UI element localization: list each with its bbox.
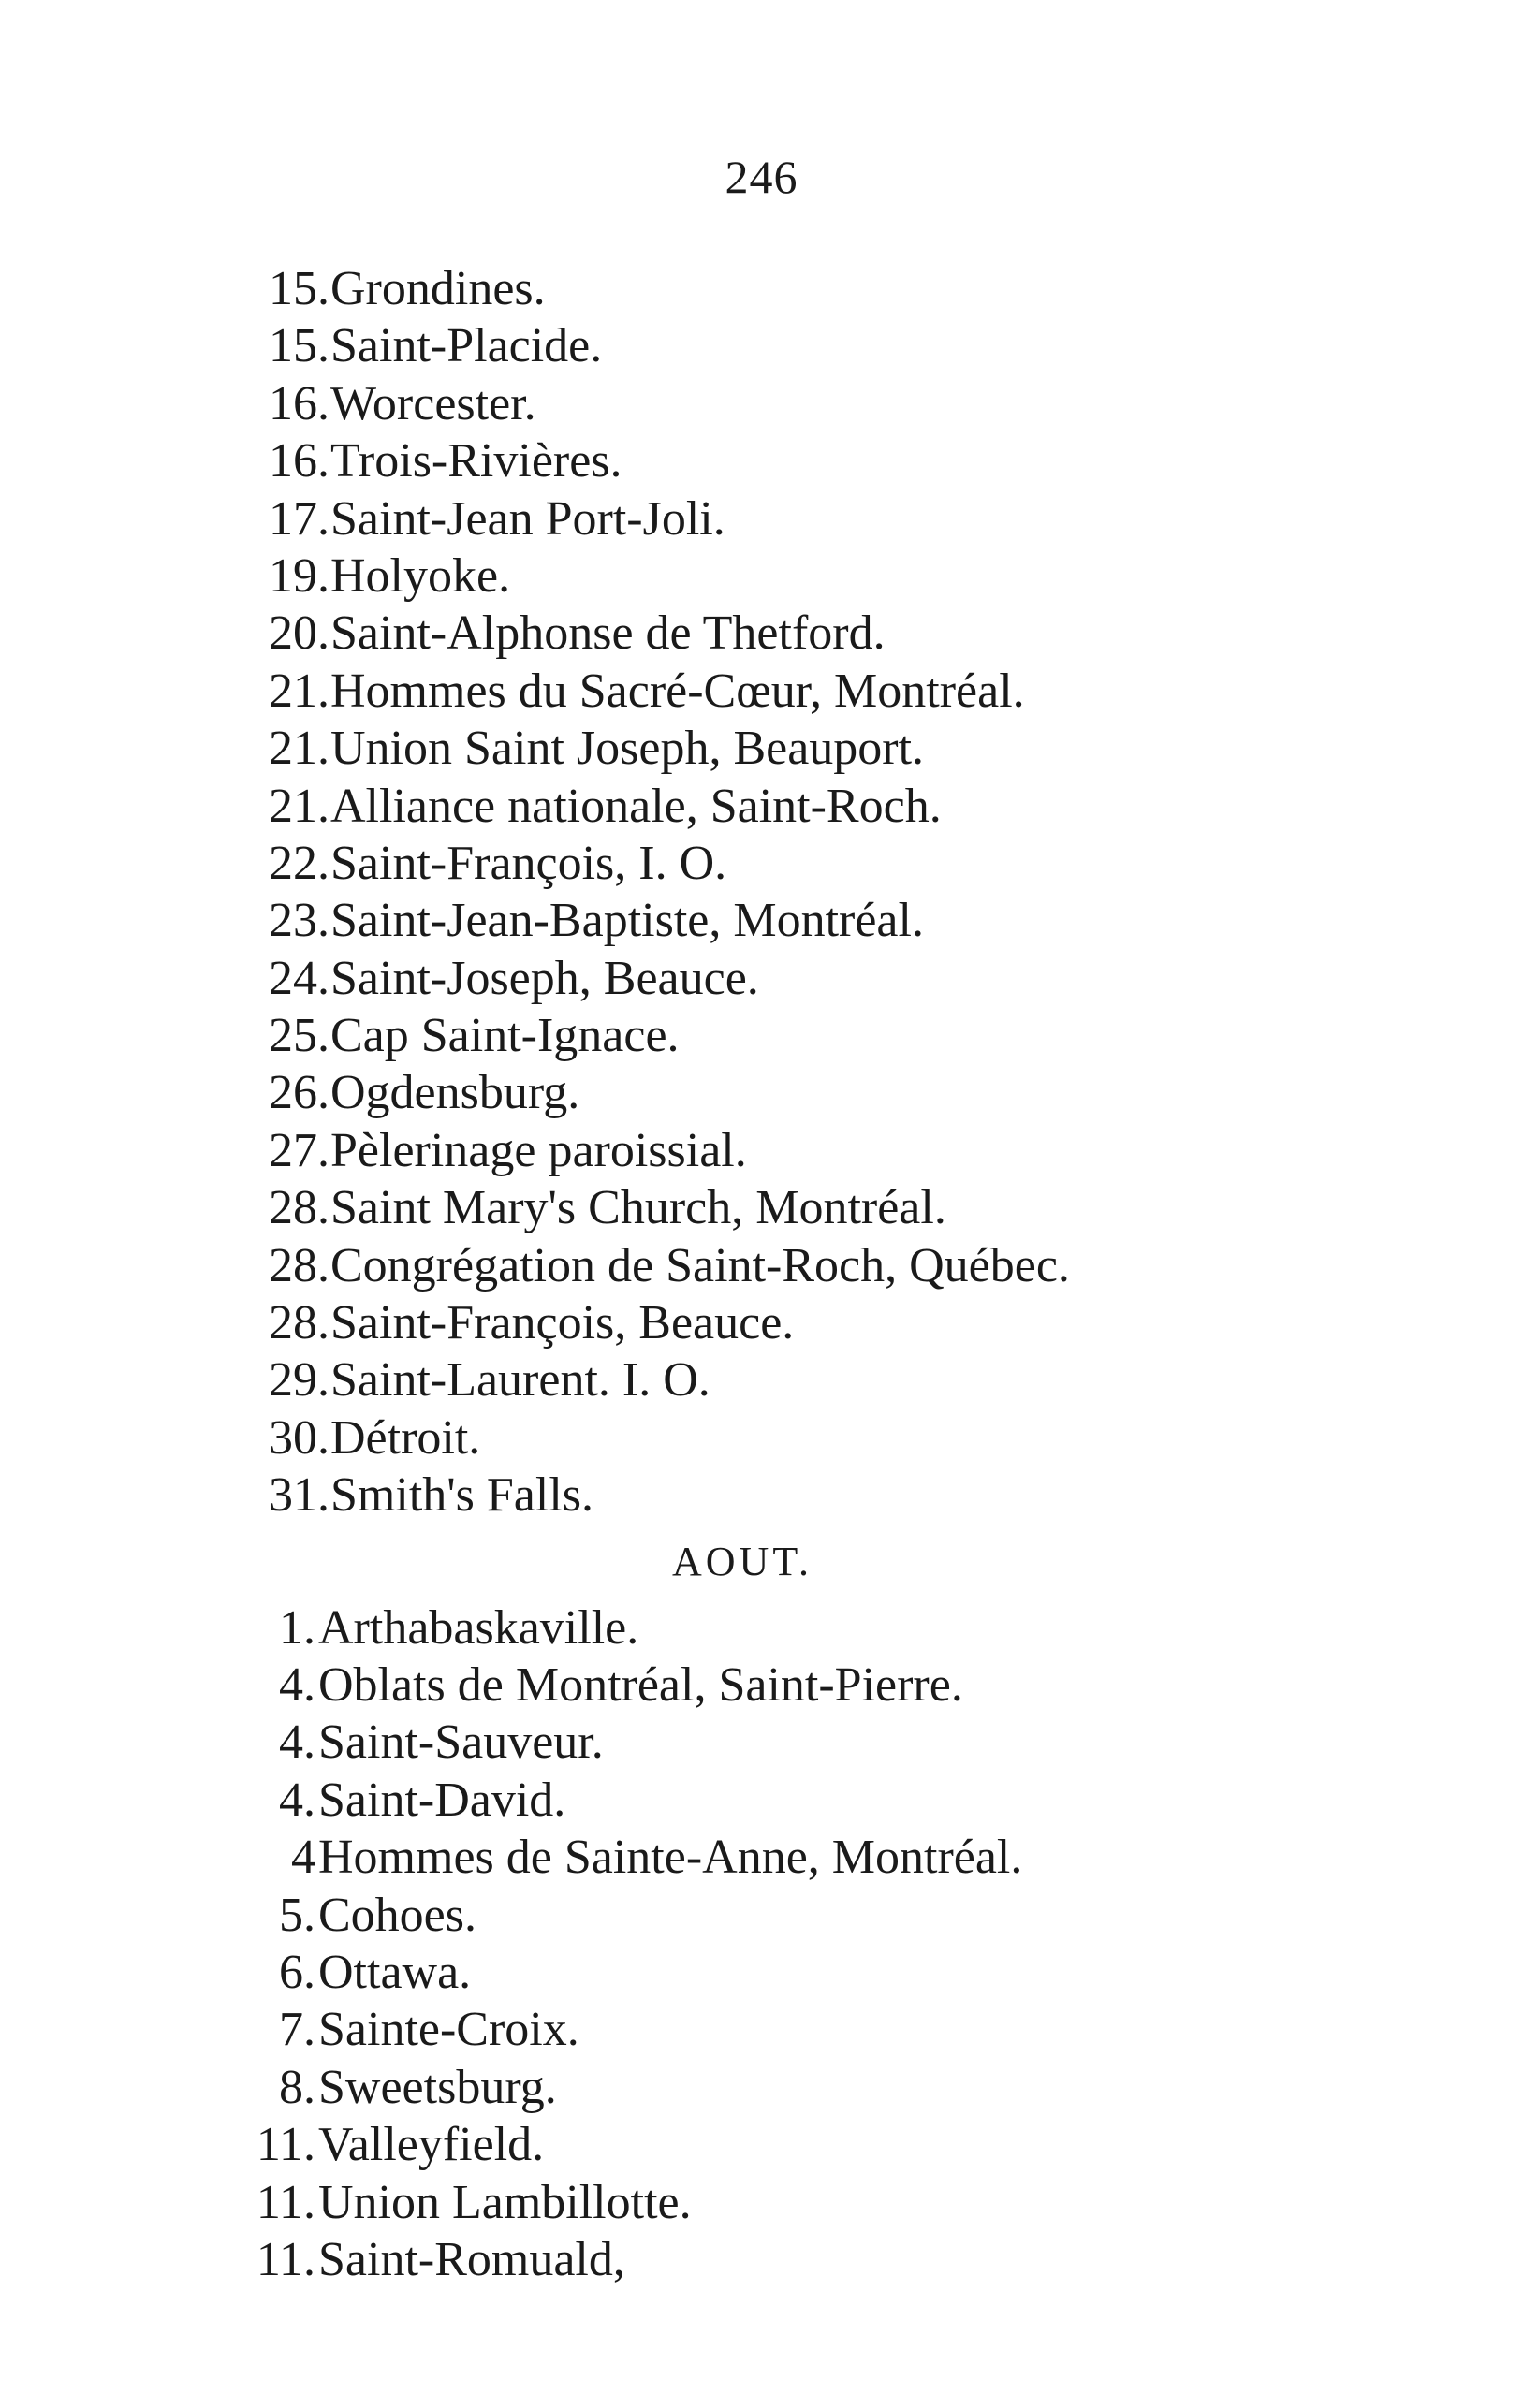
- entry-day: 11.: [256, 2175, 315, 2229]
- entry-day: 28.: [269, 1238, 329, 1292]
- entry-place: Alliance nationale, Saint-Roch.: [330, 779, 942, 833]
- entry-place: Saint-Romuald,: [318, 2232, 625, 2286]
- list-item: [0, 1599, 1523, 1656]
- entry-day: 7.: [279, 2003, 315, 2057]
- july-entries: [0, 260, 1523, 1525]
- entry-place: Saint-Jean-Baptiste, Montréal.: [330, 894, 924, 948]
- list-item: [0, 2231, 1523, 2288]
- list-item: [0, 1007, 1523, 1064]
- entry-place: Saint-Joseph, Beauce.: [330, 951, 759, 1005]
- entry-place: Ottawa.: [318, 1945, 472, 1999]
- entry-place: Congrégation de Saint-Roch, Québec.: [330, 1238, 1070, 1292]
- entry-place: Valleyfield.: [318, 2118, 545, 2172]
- entry-day: 28.: [269, 1181, 329, 1235]
- list-item: [0, 835, 1523, 892]
- entry-place: Sweetsburg.: [318, 2060, 557, 2114]
- entry-place: Cohoes.: [318, 1888, 476, 1942]
- entry-place: Oblats de Montréal, Saint-Pierre.: [318, 1657, 963, 1712]
- entry-day: 21.: [269, 722, 329, 776]
- entry-day: 31.: [269, 1468, 329, 1523]
- august-heading: AOUT.: [672, 1538, 813, 1584]
- entry-place: Worcester.: [330, 376, 536, 431]
- list-item: [0, 778, 1523, 835]
- entry-place: Union Lambillotte.: [318, 2175, 692, 2229]
- entry-day: 16.: [269, 434, 329, 489]
- entry-day: 4.: [279, 1657, 315, 1712]
- entry-day: 4: [291, 1831, 315, 1885]
- entry-day: 22.: [269, 836, 329, 890]
- list-item: [0, 1829, 1523, 1886]
- list-item: [0, 1944, 1523, 2001]
- entry-place: Saint Mary's Church, Montréal.: [330, 1181, 946, 1235]
- entry-place: Cap Saint-Ignace.: [330, 1009, 680, 1063]
- entry-place: Saint-Alphonse de Thetford.: [330, 606, 886, 661]
- list-item: [0, 1656, 1523, 1714]
- entry-day: 6.: [279, 1945, 315, 1999]
- entry-place: Hommes de Sainte-Anne, Montréal.: [318, 1831, 1023, 1885]
- entry-day: 20.: [269, 606, 329, 661]
- list-item: [0, 317, 1523, 374]
- entry-place: Union Saint Joseph, Beauport.: [330, 722, 925, 776]
- list-item: [0, 1064, 1523, 1121]
- list-item: [0, 1237, 1523, 1294]
- entry-day: 8.: [279, 2060, 315, 2114]
- list-item: [0, 1887, 1523, 1944]
- entry-place: Holyoke.: [330, 548, 511, 603]
- list-item: [0, 375, 1523, 432]
- entry-day: 16.: [269, 376, 329, 431]
- list-item: [0, 432, 1523, 489]
- entry-day: 23.: [269, 894, 329, 948]
- entry-day: 24.: [269, 951, 329, 1005]
- entry-place: Smith's Falls.: [330, 1468, 593, 1523]
- entry-day: 11.: [256, 2232, 315, 2286]
- list-item: [0, 1351, 1523, 1408]
- list-item: [0, 1772, 1523, 1829]
- list-item: [0, 1467, 1523, 1524]
- list-item: [0, 2001, 1523, 2058]
- entry-day: 21.: [269, 664, 329, 718]
- list-item: [0, 2059, 1523, 2116]
- entry-day: 30.: [269, 1410, 329, 1465]
- entry-place: Arthabaskaville.: [318, 1600, 639, 1655]
- entry-day: 25.: [269, 1009, 329, 1063]
- entry-day: 29.: [269, 1353, 329, 1408]
- entry-day: 1.: [279, 1600, 315, 1655]
- entry-place: Saint-David.: [318, 1773, 566, 1827]
- list-item: [0, 950, 1523, 1007]
- page-number: 246: [725, 151, 798, 203]
- entry-day: 19.: [269, 548, 329, 603]
- entry-day: 15.: [269, 319, 329, 373]
- pilgrimage-list: [0, 260, 1523, 2288]
- august-entries: [0, 1599, 1523, 2289]
- entry-day: 4.: [279, 1715, 315, 1770]
- list-item: [0, 1122, 1523, 1179]
- entry-place: Grondines.: [330, 262, 546, 315]
- entry-day: 26.: [269, 1066, 329, 1120]
- entry-place: Saint-Laurent. I. O.: [330, 1353, 710, 1408]
- list-item: [0, 605, 1523, 662]
- list-item: [0, 547, 1523, 605]
- entry-day: 15.: [269, 262, 329, 315]
- entry-day: 17.: [269, 491, 329, 546]
- entry-day: 21.: [269, 779, 329, 833]
- entry-place: Détroit.: [330, 1410, 481, 1465]
- list-item: [0, 663, 1523, 720]
- entry-day: 28.: [269, 1296, 329, 1350]
- entry-place: Hommes du Sacré-Cœur, Montréal.: [330, 664, 1025, 718]
- entry-day: 11.: [256, 2118, 315, 2172]
- list-item: [0, 1294, 1523, 1351]
- list-item: [0, 1179, 1523, 1236]
- entry-day: 5.: [279, 1888, 315, 1942]
- list-item: [0, 720, 1523, 777]
- entry-place: Saint-François, Beauce.: [330, 1296, 795, 1350]
- list-item: [0, 1409, 1523, 1467]
- entry-place: Saint-François, I. O.: [330, 836, 727, 890]
- entry-place: Trois-Rivières.: [330, 434, 622, 489]
- list-item: [0, 490, 1523, 547]
- entry-place: Saint-Sauveur.: [318, 1715, 604, 1770]
- entry-day: 27.: [269, 1123, 329, 1177]
- list-item: [0, 2174, 1523, 2231]
- entry-day: 4.: [279, 1773, 315, 1827]
- entry-place: Saint-Jean Port-Joli.: [330, 491, 725, 546]
- entry-place: Sainte-Croix.: [318, 2003, 579, 2057]
- list-item: [0, 1714, 1523, 1771]
- entry-place: Saint-Placide.: [330, 319, 603, 373]
- list-item: [0, 260, 1523, 317]
- entry-place: Pèlerinage paroissial.: [330, 1123, 747, 1177]
- entry-place: Ogdensburg.: [330, 1066, 580, 1120]
- list-item: [0, 892, 1523, 949]
- list-item: [0, 2116, 1523, 2173]
